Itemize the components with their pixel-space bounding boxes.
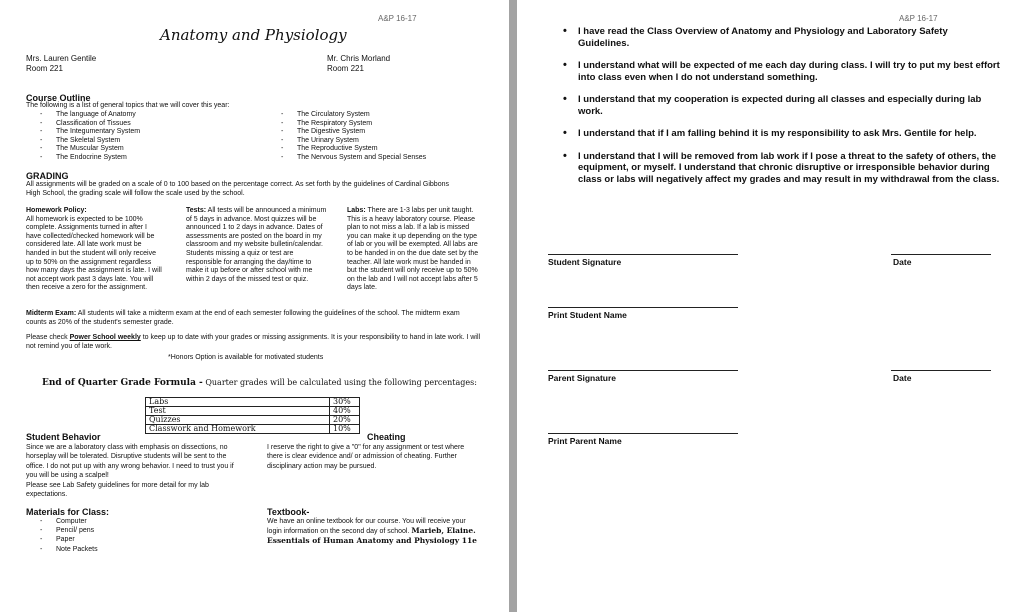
behavior-paragraph-1: Since we are a laboratory class with emphasis on dissections, no horseplay will be tolerated. Disruptive students will be sent to the office. I do not put up with any wrong behavior. I need to trust you if you will be using a scalpel! <box>26 444 234 480</box>
material-item: - Paper <box>26 535 226 544</box>
material-item: - Pencil/ pens <box>26 526 226 535</box>
power-school-before: Please check <box>26 334 70 341</box>
outline-topic: - The language of Anatomy <box>26 111 256 120</box>
acknowledgement-item: • I understand that my cooperation is expected during all classes and especially during lab work. <box>561 94 1001 117</box>
outline-topic: - The Digestive System <box>267 128 497 137</box>
tests-label: Tests: <box>186 207 207 214</box>
header-code: A&P 16-17 <box>378 14 417 23</box>
date-line-1[interactable] <box>891 254 991 255</box>
teacher-2 <box>327 54 390 74</box>
materials-heading: Materials for Class: <box>26 507 110 517</box>
midterm-label: Midterm Exam: <box>26 310 77 317</box>
homework-text: All homework is expected to be 100% complete. Assignments turned in after I have collected/checked homework will be considered late. All late work must be handed in but the student will only receive up to 50% on the assignment regardless how many days the assignment is late. I will not accept work past 3 days late. You will then receive a zero for the assignment. <box>26 215 162 292</box>
parent-signature-line[interactable] <box>548 370 738 371</box>
teacher-1 <box>26 54 96 74</box>
honors-note: *Honors Option is available for motivated students <box>168 354 324 361</box>
textbook-author: Marieb, Elaine. <box>411 526 476 536</box>
tests-policy <box>186 207 328 284</box>
acknowledgement-item: • I understand that I will be removed from lab work if I pose a threat to the safety of others, the equipment, or myself. I understand that chronic disruptive or irresponsible behavior during class or labs will negatively affect my grades and may result in my withdrawal from the class. <box>561 151 1001 186</box>
outline-topic: - The Integumentary System <box>26 128 256 137</box>
homework-policy <box>26 207 162 293</box>
grade-percentage: 40% <box>330 407 360 416</box>
acknowledgement-item: • I understand what will be expected of me each day during class. I will try to put my best effort into class even when I do not understand something. <box>561 60 1001 83</box>
student-signature-label: Student Signature <box>548 257 622 267</box>
grade-category: Labs <box>146 398 330 407</box>
grade-formula-heading <box>42 377 477 388</box>
outline-topic: - The Respiratory System <box>267 120 497 129</box>
cheating-text: I reserve the right to give a "0" for any assignment or test where there is clear evidence and/ or admission of cheating. Further disciplinary action may be pursued. <box>267 444 465 470</box>
cheating-heading: Cheating <box>367 432 406 442</box>
outline-topic: - The Urinary System <box>267 137 497 146</box>
grade-formula-title: End of Quarter Grade Formula - <box>42 378 203 388</box>
teacher-1-name: Mrs. Lauren Gentile <box>26 54 97 63</box>
student-signature-line[interactable] <box>548 254 738 255</box>
course-outline-intro: The following is a list of general topics that we will cover this year: <box>26 102 230 109</box>
grade-formula-subtitle: Quarter grades will be calculated using the following percentages: <box>202 378 477 387</box>
grading-heading: GRADING <box>26 171 69 181</box>
document-page-1 <box>0 0 509 612</box>
grade-formula-table <box>145 397 360 434</box>
grade-percentage: 20% <box>330 416 360 425</box>
labs-text: There are 1-3 labs per unit taught. This is a heavy laboratory course. Please plan to not miss a lab. If a lab is missed you can make it up depending on the type of lab or you will be exempted. All labs are to be handed in on the due date set by the teacher. All late work must be handed in but the student will only receive up to 50% on the lab and I will not accept labs after 5 days late. <box>347 207 479 292</box>
grade-category: Test <box>146 407 330 416</box>
midterm-text: All students will take a midterm exam at the end of each semester following the guidelines of the school. The midterm exam counts as 20% of the student's semester grade. <box>26 310 460 326</box>
grade-percentage: 10% <box>330 425 360 434</box>
outline-list-1 <box>26 111 256 163</box>
textbook-title: Essentials of Human Anatomy and Physiology 11e <box>267 536 477 546</box>
document-page-2 <box>517 0 1024 612</box>
outline-topic: - The Endocrine System <box>26 154 256 163</box>
material-item: - Note Packets <box>26 545 226 554</box>
print-parent-name-label: Print Parent Name <box>548 436 622 446</box>
date-line-2[interactable] <box>891 370 991 371</box>
parent-signature-label: Parent Signature <box>548 373 617 383</box>
acknowledgement-item: • I understand that if I am falling behind it is my responsibility to ask Mrs. Gentile for help. <box>561 128 1001 140</box>
teacher-2-name: Mr. Chris Morland <box>327 54 391 63</box>
textbook-info: We have an online textbook for our course. You will receive your login information on the second day of school. <box>267 518 466 536</box>
outline-topic: - The Nervous System and Special Senses <box>267 154 497 163</box>
homework-label: Homework Policy: <box>26 207 87 214</box>
outline-topic: - The Muscular System <box>26 145 256 154</box>
date-label-1: Date <box>893 257 912 267</box>
tests-text: All tests will be announced a minimum of 5 days in advance. Most quizzes will be announced 1 to 2 days in advance. Dates of assessments are posted on the board in my classroom and my website bulletin/calendar. Students missing a quiz or test are responsible for arranging the day/time to make it up before or after school with me within 2 days of the missed test or quiz. <box>186 207 327 283</box>
grade-category: Classwork and Homework <box>146 425 330 434</box>
print-student-name-line[interactable] <box>548 307 738 308</box>
behavior-paragraph-2: Please see Lab Safety guidelines for more detail for my lab expectations. <box>26 481 209 499</box>
materials-list <box>26 517 226 554</box>
power-school-note <box>26 334 486 351</box>
outline-list-2 <box>267 111 497 163</box>
teacher-1-room: Room 221 <box>26 64 63 73</box>
outline-topic: - The Reproductive System <box>267 145 497 154</box>
material-item: - Computer <box>26 517 226 526</box>
page-title: Anatomy and Physiology <box>160 26 347 44</box>
power-school-link[interactable]: Power School weekly <box>69 334 141 341</box>
outline-topic: - The Circulatory System <box>267 111 497 120</box>
labs-label: Labs: <box>347 207 366 214</box>
header-code-2: A&P 16-17 <box>899 14 938 23</box>
textbook-text <box>267 517 479 547</box>
teacher-2-room: Room 221 <box>327 64 364 73</box>
grade-row <box>146 425 360 434</box>
grade-percentage: 30% <box>330 398 360 407</box>
labs-policy <box>347 207 479 293</box>
outline-topic: - The Skeletal System <box>26 137 256 146</box>
course-outline-heading: Course Outline <box>26 93 91 103</box>
behavior-heading: Student Behavior <box>26 432 101 442</box>
grade-category: Quizzes <box>146 416 330 425</box>
grade-row <box>146 398 360 407</box>
acknowledgement-item: • I have read the Class Overview of Anatomy and Physiology and Laboratory Safety Guidelines. <box>561 26 1001 49</box>
behavior-text <box>26 443 244 499</box>
print-student-name-label: Print Student Name <box>548 310 627 320</box>
date-label-2: Date <box>893 373 912 383</box>
grading-text: All assignments will be graded on a scale of 0 to 100 based on the percentage correct. As set forth by the guidelines of Cardinal Gibbons High School, the grading scale will follow the scale used by the school. <box>26 181 449 197</box>
outline-topic: - Classification of Tissues <box>26 120 256 129</box>
midterm-exam <box>26 310 481 327</box>
acknowledgement-list <box>561 26 1001 196</box>
textbook-heading: Textbook- <box>267 507 310 517</box>
power-school-after: to keep up to date with your grades or missing assignments. It is your responsibility to hand in late work. I will not remind you of late work. <box>26 334 481 350</box>
print-parent-name-line[interactable] <box>548 433 738 434</box>
